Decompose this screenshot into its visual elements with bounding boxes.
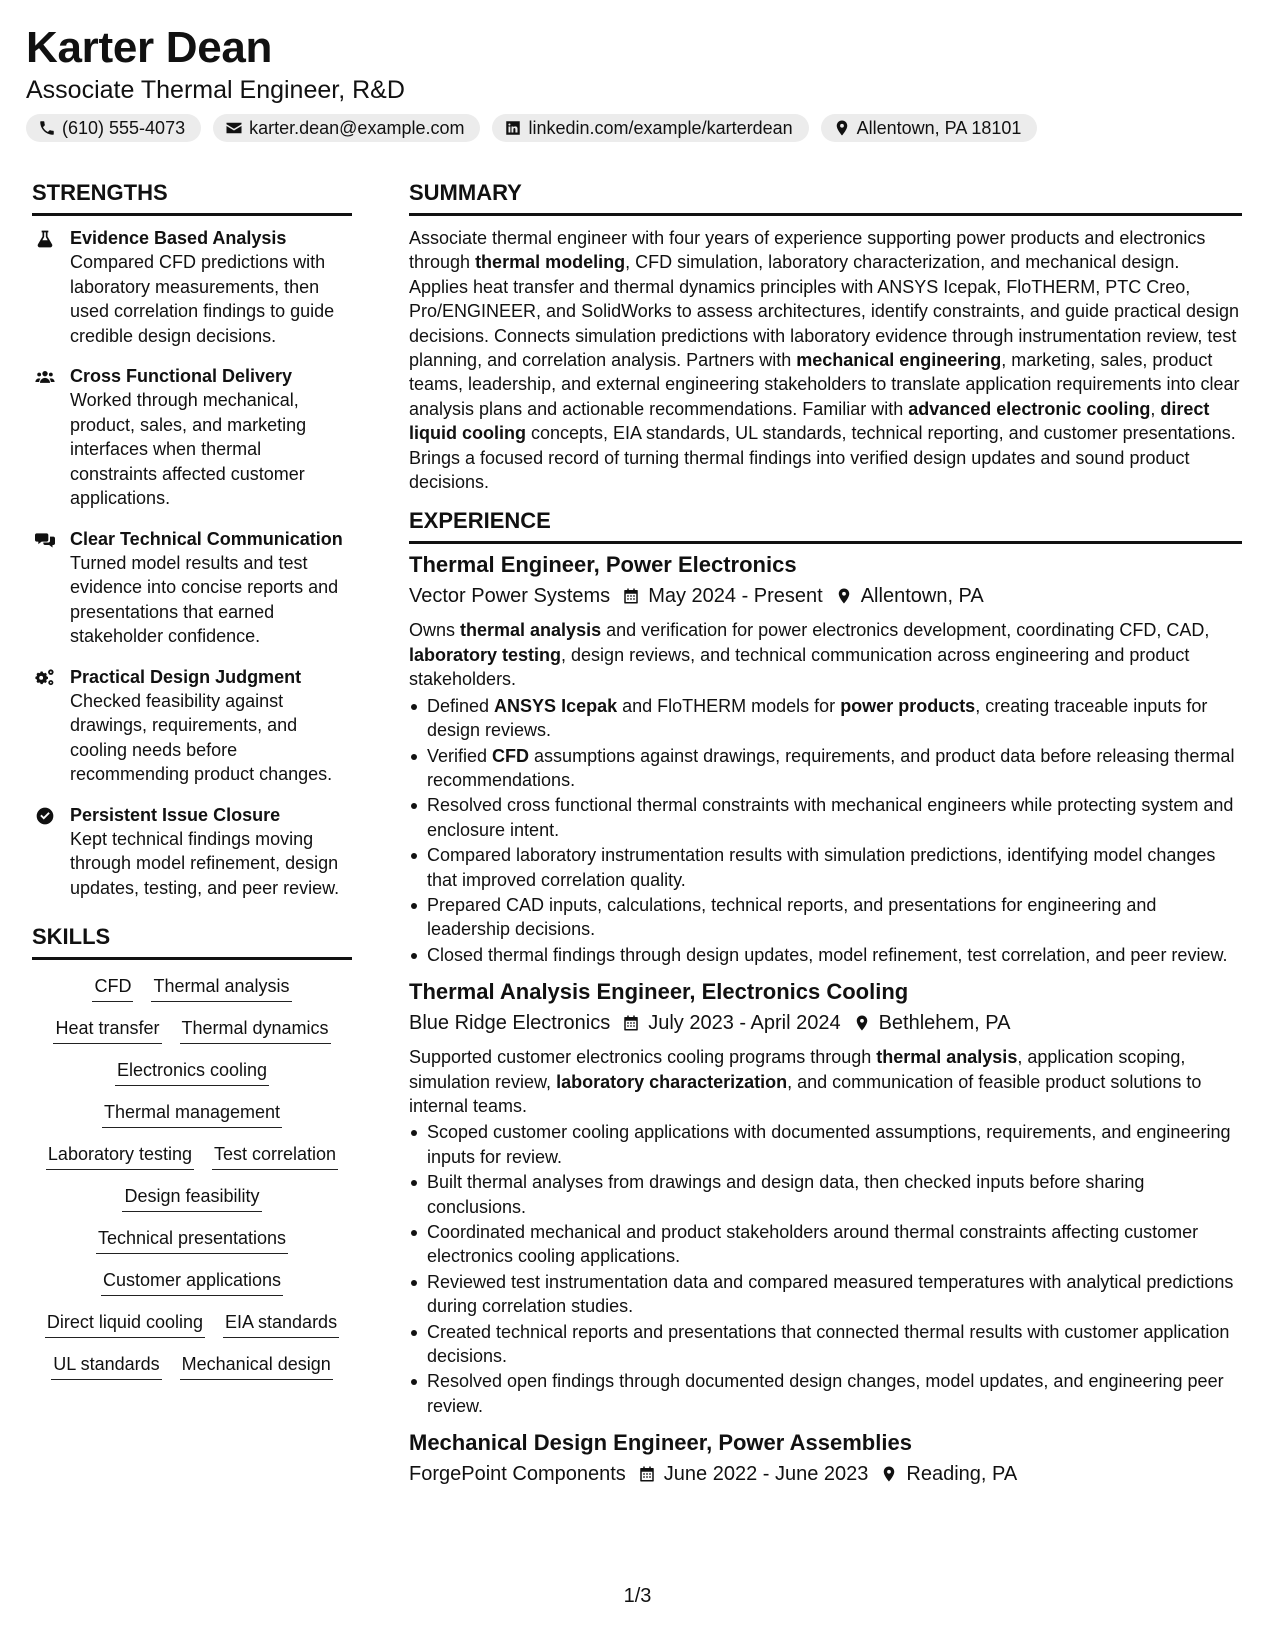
skill-tag: Thermal management — [102, 1100, 282, 1128]
job-location: Reading, PA — [906, 1463, 1018, 1486]
bullet-item: Compared laboratory instrumentation results with simulation predictions, identifying model changes that improved correlation quality. — [409, 843, 1242, 892]
strength-item — [32, 665, 352, 787]
candidate-name: Karter Dean — [26, 23, 273, 72]
job-entry — [409, 977, 1242, 1418]
job-title: Mechanical Design Engineer, Power Assemblies — [409, 1430, 912, 1456]
users-icon — [35, 367, 55, 387]
job-title: Thermal Engineer, Power Electronics — [409, 552, 797, 578]
skill-tag: Design feasibility — [122, 1184, 261, 1212]
contact-linkedin[interactable] — [492, 114, 808, 142]
envelope-icon — [225, 119, 243, 137]
summary-text: Associate thermal engineer with four years of experience supporting power products and electronics through thermal modeling, CFD simulation, laboratory characterization, and mechanical design. Applies heat transfer and thermal dynamics principles with ANSYS Icepak, FloTHERM, PTC Creo, Pro/ENGINEER, and SolidWorks to assess architectures, identify constraints, and guide practical design decisions. Connects simulation predictions with laboratory evidence through instrumentation review, test planning, and correlation analysis. Partners with mechanical engineering, marketing, sales, product teams, leadership, and external engineering stakeholders to translate application requirements into clear analysis plans and actionable recommendations. Familiar with advanced electronic cooling, direct liquid cooling concepts, EIA standards, UL standards, technical reporting, and customer presentations. Brings a focused record of turning thermal findings into verified design updates and sound product decisions. — [409, 228, 1240, 493]
contact-linkedin-text: linkedin.com/example/karterdean — [528, 117, 793, 138]
contact-email-text: karter.dean@example.com — [249, 117, 465, 138]
skill-tag: EIA standards — [223, 1310, 339, 1338]
strength-title: Evidence Based Analysis — [70, 228, 287, 248]
strength-desc: Worked through mechanical, product, sales, and marketing interfaces when thermal constraints affected customer applications. — [70, 390, 307, 508]
skill-tag: Customer applications — [101, 1268, 283, 1296]
strength-title: Persistent Issue Closure — [70, 804, 281, 825]
bullet-item: Closed thermal findings through design updates, model refinement, test correlation, and peer review. — [409, 943, 1242, 967]
bullet-item: Resolved cross functional thermal constraints with mechanical engineers while protecting system and enclosure intent. — [409, 793, 1242, 842]
resume-header — [26, 22, 1249, 142]
strength-title: Cross Functional Delivery — [70, 366, 293, 386]
job-title: Thermal Analysis Engineer, Electronics Cooling — [409, 979, 909, 1005]
job-company: Blue Ridge Electronics — [409, 1012, 611, 1035]
contact-email[interactable] — [213, 114, 480, 142]
job-dates: June 2022 - June 2023 — [663, 1463, 869, 1486]
job-company: ForgePoint Components — [409, 1463, 626, 1486]
skill-tag: Electronics cooling — [115, 1058, 269, 1086]
bullet-item: Reviewed test instrumentation data and compared measured temperatures with analytical predictions during correlation studies. — [409, 1270, 1242, 1319]
strength-item — [32, 226, 352, 348]
page-number: 1/3 — [623, 1585, 652, 1607]
bullet-item: Verified CFD assumptions against drawings, requirements, and product data before releasing thermal recommendations. — [409, 744, 1242, 793]
comments-icon — [35, 530, 55, 550]
strength-desc: Kept technical findings moving through model refinement, design updates, testing, and peer review. — [70, 828, 340, 898]
contact-location — [821, 114, 1038, 142]
check-circle-icon — [35, 806, 55, 826]
job-location: Bethlehem, PA — [878, 1012, 1011, 1035]
skill-tag: Mechanical design — [180, 1352, 333, 1380]
contact-bar — [26, 114, 1249, 142]
bullet-item: Built thermal analyses from drawings and design data, then checked inputs before sharing conclusions. — [409, 1170, 1242, 1219]
strength-desc: Checked feasibility against drawings, requirements, and cooling needs before recommending product changes. — [70, 690, 333, 784]
skills-heading: SKILLS — [32, 922, 352, 960]
skill-tag: UL standards — [51, 1352, 161, 1380]
job-company: Vector Power Systems — [409, 585, 611, 608]
summary-heading: SUMMARY — [409, 178, 1242, 216]
calendar-icon — [638, 1465, 656, 1483]
skill-tag: Thermal dynamics — [180, 1016, 331, 1044]
job-bullets — [409, 1120, 1242, 1418]
skill-tag: Technical presentations — [96, 1226, 288, 1254]
skill-tag: Laboratory testing — [46, 1142, 194, 1170]
strength-desc: Compared CFD predictions with laboratory measurements, then used correlation findings to guide credible design decisions. — [70, 252, 335, 346]
skill-tag: Test correlation — [212, 1142, 338, 1170]
strength-title: Clear Technical Communication — [70, 528, 343, 549]
calendar-icon — [622, 587, 640, 605]
strength-item — [32, 803, 352, 901]
skill-tag: CFD — [92, 974, 133, 1002]
experience-heading: EXPERIENCE — [409, 506, 1242, 544]
location-icon — [835, 587, 853, 605]
job-description: Supported customer electronics cooling programs through thermal analysis, application scoping, simulation review, laboratory characterization, and communication of feasible product solutions to internal teams. — [409, 1047, 1202, 1116]
location-icon — [880, 1465, 898, 1483]
contact-phone-text: (610) 555-4073 — [62, 117, 186, 138]
location-icon — [833, 119, 851, 137]
job-entry — [409, 1428, 1242, 1488]
skill-tag: Direct liquid cooling — [45, 1310, 205, 1338]
location-icon — [853, 1014, 871, 1032]
phone-icon — [38, 119, 56, 137]
job-bullets — [409, 694, 1242, 967]
bullet-item: Coordinated mechanical and product stakeholders around thermal constraints affecting customer electronics cooling applications. — [409, 1220, 1242, 1269]
flask-icon — [35, 229, 55, 249]
contact-location-text: Allentown, PA 18101 — [856, 117, 1022, 138]
job-entry — [409, 550, 1242, 967]
strength-item — [32, 527, 352, 649]
job-title-headline: Associate Thermal Engineer, R&D — [26, 76, 405, 104]
job-meta — [409, 1009, 1242, 1037]
skills-list — [32, 974, 352, 1380]
experience-list — [409, 550, 1242, 1488]
bullet-item: Resolved open findings through documented design changes, model updates, and engineering peer review. — [409, 1369, 1242, 1418]
job-meta — [409, 1460, 1242, 1488]
bullet-item: Scoped customer cooling applications with documented assumptions, requirements, and engineering inputs for review. — [409, 1120, 1242, 1169]
bullet-item: Created technical reports and presentations that connected thermal results with customer application decisions. — [409, 1320, 1242, 1369]
job-meta — [409, 582, 1242, 610]
right-column — [409, 178, 1242, 1488]
job-dates: May 2024 - Present — [648, 585, 823, 608]
job-description: Owns thermal analysis and verification for power electronics development, coordinating CFD, CAD, laboratory testing, design reviews, and technical communication across engineering and product stakeholders. — [409, 620, 1210, 690]
left-column — [32, 178, 352, 1380]
job-location: Allentown, PA — [860, 585, 984, 608]
bullet-item: Defined ANSYS Icepak and FloTHERM models for power products, creating traceable inputs for design reviews. — [409, 694, 1242, 743]
linkedin-icon — [504, 119, 522, 137]
gears-icon — [35, 668, 55, 688]
job-dates: July 2023 - April 2024 — [648, 1012, 841, 1035]
skill-tag: Thermal analysis — [151, 974, 291, 1002]
calendar-icon — [622, 1014, 640, 1032]
strength-title: Practical Design Judgment — [70, 666, 302, 687]
strength-desc: Turned model results and test evidence into concise reports and presentations that earned stakeholder confidence. — [70, 552, 339, 646]
strength-item — [32, 364, 352, 511]
strengths-heading: STRENGTHS — [32, 178, 352, 216]
bullet-item: Prepared CAD inputs, calculations, technical reports, and presentations for engineering and leadership decisions. — [409, 893, 1242, 942]
skill-tag: Heat transfer — [53, 1016, 161, 1044]
contact-phone[interactable] — [26, 114, 201, 142]
